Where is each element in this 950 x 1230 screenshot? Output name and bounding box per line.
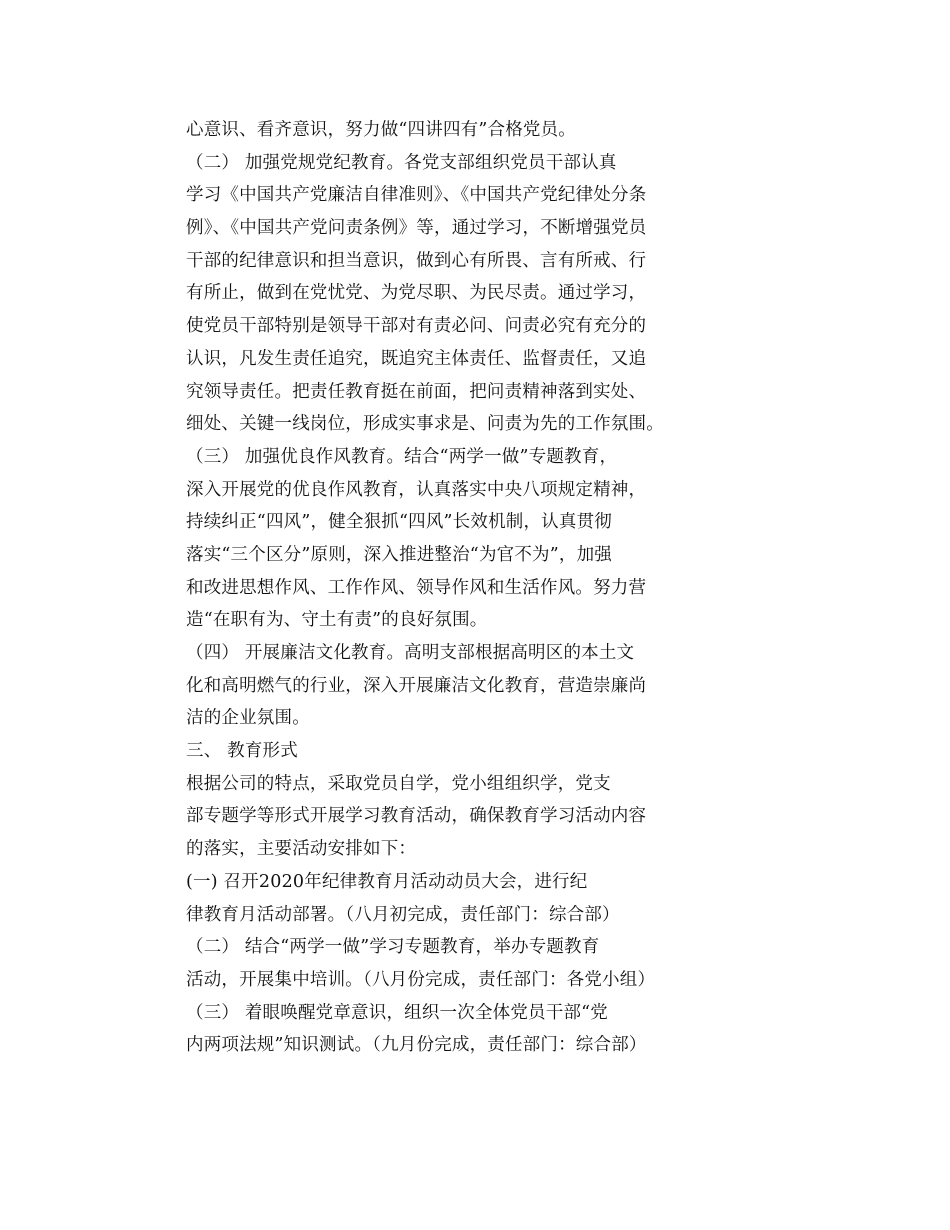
document-line: 化和高明燃气的行业，深入开展廉洁文化教育，营造崇廉尚 <box>186 675 647 696</box>
document-line: 部专题学等形式开展学习教育活动，确保教育学习活动内容 <box>186 806 647 827</box>
document-line: 洁的企业氛围。 <box>186 708 310 729</box>
document-body <box>186 114 706 1062</box>
document-line: 造“在职有为、守土有责”的良好氛围。 <box>186 610 488 631</box>
document-line: 学习《中国共产党廉洁自律准则》、《中国共产党纪律处分条 <box>186 185 647 206</box>
document-line: 认识，凡发生责任追究，既追究主体责任、监督责任，又追 <box>186 348 647 369</box>
document-line: 有所止，做到在党忧党、为党尽职、为民尽责。通过学习， <box>186 283 647 304</box>
document-line: 例》、《中国共产党问责条例》等，通过学习，不断增强党员 <box>186 218 647 239</box>
document-line: 律教育月活动部署。（八月初完成，责任部门：综合部） <box>186 904 620 925</box>
document-line: 三、 教育形式 <box>186 741 298 762</box>
document-line: （二） 结合“两学一做”学习专题教育，举办专题教育 <box>186 937 600 958</box>
document-line: 的落实，主要活动安排如下： <box>186 839 417 860</box>
document-line: 和改进思想作风、工作作风、领导作风和生活作风。努力营 <box>186 577 647 598</box>
document-line: 深入开展党的优良作风教育，认真落实中央八项规定精神， <box>186 479 647 500</box>
document-line: （四） 开展廉洁文化教育。高明支部根据高明区的本土文 <box>186 643 635 663</box>
document-line: 干部的纪律意识和担当意识，做到心有所畏、言有所戒、行 <box>186 250 647 271</box>
document-line: 持续纠正“四风”，健全狠抓“四风”长效机制，认真贯彻 <box>186 512 612 533</box>
document-line: （三） 着眼唤醒党章意识，组织一次全体党员干部“党 <box>186 1002 609 1023</box>
document-line: 内两项法规”知识测试。（九月份完成，责任部门：综合部） <box>186 1035 647 1056</box>
document-line: 使党员干部特别是领导干部对有责必问、问责必究有充分的 <box>186 316 647 337</box>
document-line: (一) 召开2020年纪律教育月活动动员大会，进行纪 <box>186 871 588 892</box>
document-line: 心意识、看齐意识，努力做“四讲四有”合格党员。 <box>186 120 576 140</box>
document-line: （三） 加强优良作风教育。结合“两学一做”专题教育， <box>186 446 618 467</box>
document-line: 活动，开展集中培训。（八月份完成，责任部门：各党小组） <box>186 969 656 990</box>
document-line: 根据公司的特点，采取党员自学，党小组组织学，党支 <box>186 773 611 794</box>
document-line: 落实“三个区分”原则，深入推进整治“为官不为”，加强 <box>186 544 612 565</box>
document-line: 细处、关键一线岗位，形成实事求是、问责为先的工作氛围。 <box>186 414 664 435</box>
document-line: 究领导责任。把责任教育挺在前面，把问责精神落到实处、 <box>186 381 647 402</box>
document-line: （二） 加强党规党纪教育。各党支部组织党员干部认真 <box>186 152 617 173</box>
